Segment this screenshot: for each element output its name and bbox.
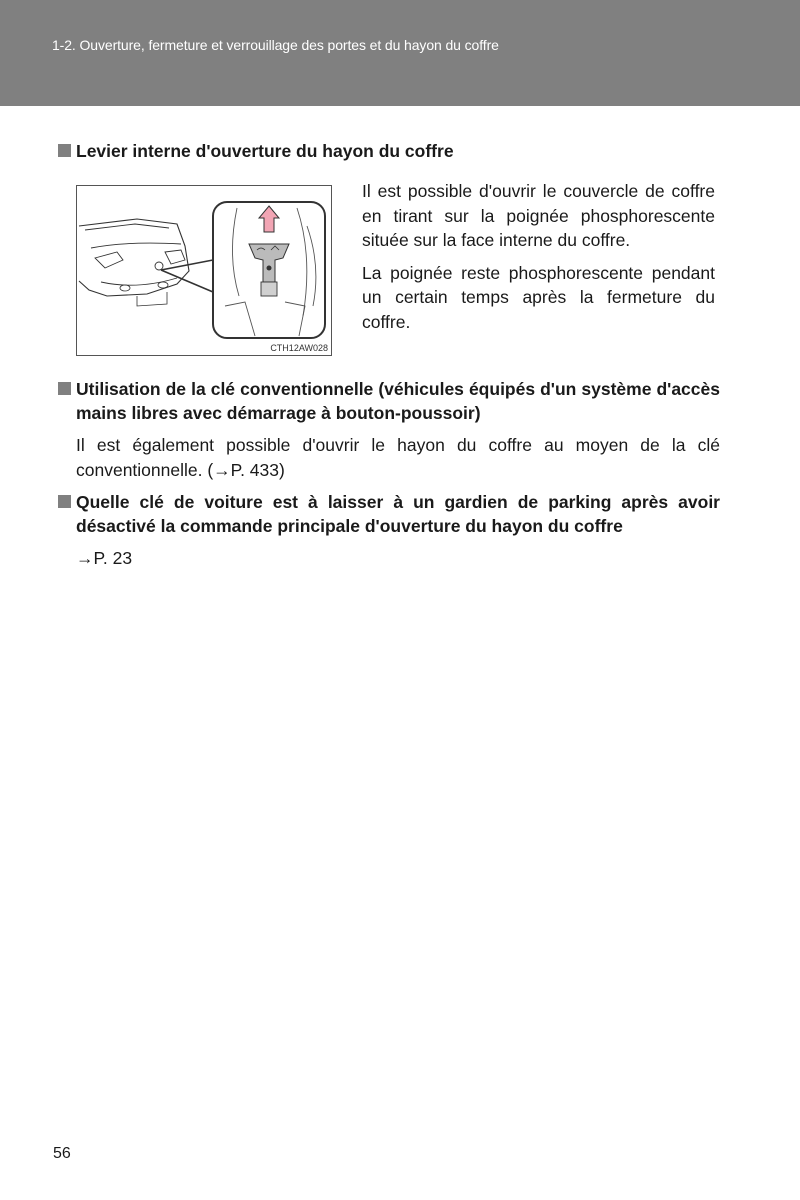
chapter-title: 1-2. Ouverture, fermeture et verrouillage des portes et du hayon du coffre [52,37,499,53]
conventional-key-text: Il est également possible d'ouvrir le hayon du coffre au moyen de la clé conventionnelle. (→P. 433) [76,435,720,480]
figure-code: CTH12AW028 [270,343,328,353]
page-number: 56 [53,1145,71,1162]
trunk-lever-illustration [76,185,332,356]
paragraph: La poignée reste phosphorescente pendant un certain temps après la fermeture du coffre. [362,262,715,332]
heading-text: Levier interne d'ouverture du hayon du coffre [76,141,454,161]
section-heading-conventional-key [58,377,720,425]
car-trunk-diagram [77,186,331,355]
heading-text: Quelle clé de voiture est à laisser à un gardien de parking après avoir désactivé la commande principale d'ouverture du hayon du coffre [76,492,720,536]
section-heading-inner-lever [58,139,720,163]
square-bullet-icon [58,144,71,157]
square-bullet-icon [58,495,71,508]
heading-text: Utilisation de la clé conventionnelle (véhicules équipés d'un système d'accès mains libres avec démarrage à bouton-poussoir) [76,379,720,423]
lever-description [362,179,715,334]
page-reference-link[interactable]: →P. 23 [76,548,133,568]
section-heading-valet-key [58,490,720,538]
page-header [0,0,800,106]
paragraph: Il est possible d'ouvrir le couvercle de coffre en tirant sur la poignée phosphorescente située sur la face interne du coffre. [362,181,715,250]
square-bullet-icon [58,382,71,395]
